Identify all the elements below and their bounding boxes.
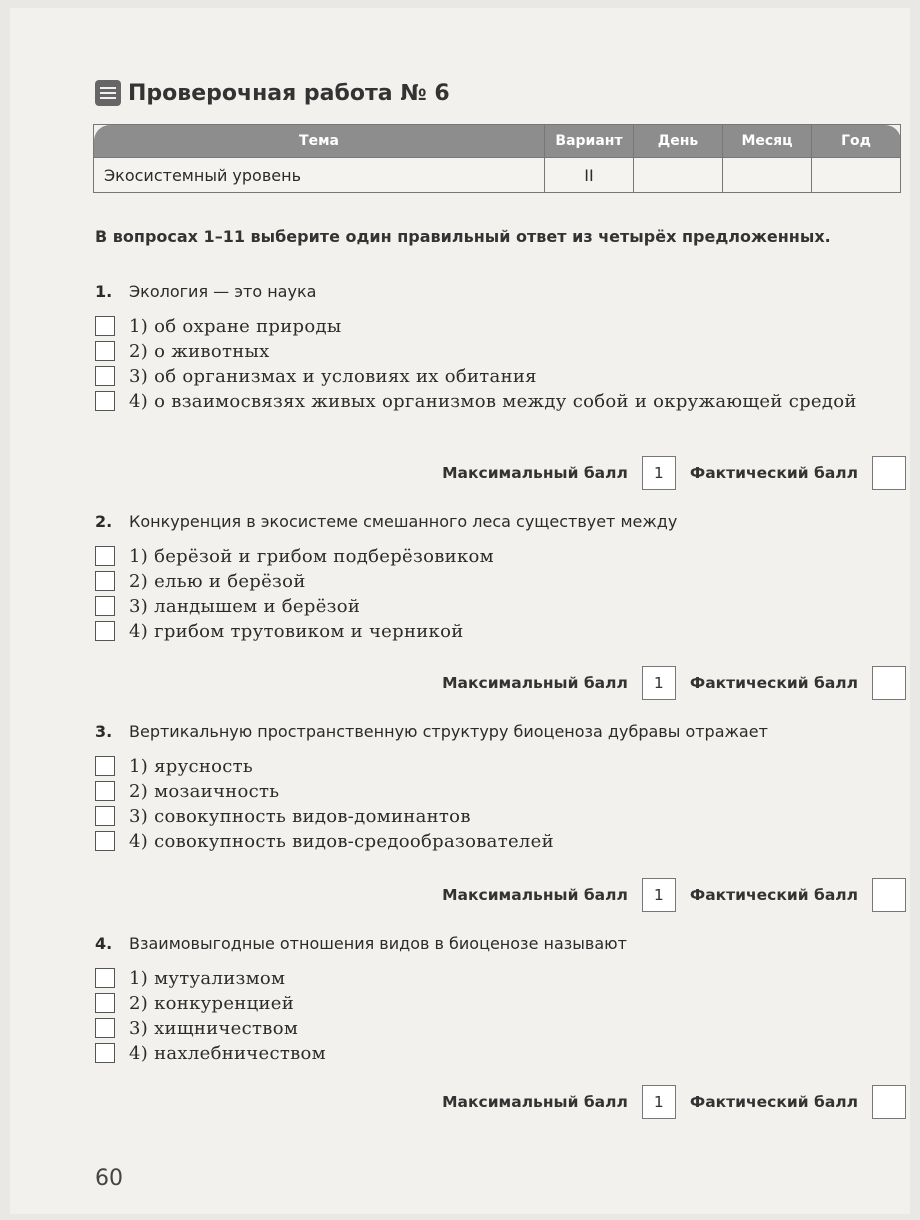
answer-option: 3) об организмах и условиях их обитания [95,364,905,389]
answer-checkbox[interactable] [95,993,115,1013]
answer-option: 2) о животных [95,339,905,364]
answer-checkbox[interactable] [95,316,115,336]
question-text: Взаимовыгодные отношения видов в биоценозе называют [129,934,627,953]
actual-score-box[interactable] [872,878,906,912]
question-number: 3. [95,722,113,741]
answer-checkbox[interactable] [95,571,115,591]
question-text: Вертикальную пространственную структуру биоценоза дубравы отражает [129,722,768,741]
max-score-value: 1 [642,666,676,700]
answer-option: 1) ярусность [95,754,905,779]
col-header-variant: Вариант [545,125,634,158]
score-row [442,1085,906,1119]
page-number: 60 [95,1166,123,1191]
instruction-text: В вопросах 1–11 выберите один правильный ответ из четырёх предложенных. [95,227,831,246]
answer-checkbox[interactable] [95,806,115,826]
answer-option: 3) хищничеством [95,1016,905,1041]
answer-checkbox[interactable] [95,546,115,566]
question-2 [95,512,905,644]
answer-checkbox[interactable] [95,341,115,361]
question-number: 4. [95,934,113,953]
answer-checkbox[interactable] [95,366,115,386]
actual-score-box[interactable] [872,456,906,490]
cell-variant: II [545,158,634,193]
score-row [442,666,906,700]
question-number: 1. [95,282,113,301]
cell-topic: Экосистемный уровень [94,158,545,193]
question-1 [95,282,905,414]
question-text: Конкуренция в экосистеме смешанного леса существует между [129,512,678,531]
answer-checkbox[interactable] [95,1018,115,1038]
answer-checkbox[interactable] [95,968,115,988]
cell-month[interactable] [723,158,812,193]
answer-option: 2) конкуренцией [95,991,905,1016]
answer-option: 1) об охране природы [95,314,905,339]
answer-checkbox[interactable] [95,391,115,411]
col-header-year: Год [812,125,901,158]
max-score-label: Максимальный балл [442,674,628,692]
max-score-value: 1 [642,1085,676,1119]
score-row [442,878,906,912]
question-3 [95,722,905,854]
list-icon [95,80,121,106]
page-title: Проверочная работа № 6 [128,80,450,106]
info-table [93,124,901,193]
answer-option: 1) мутуализмом [95,966,905,991]
page-header [95,80,450,106]
cell-day[interactable] [634,158,723,193]
answer-checkbox[interactable] [95,781,115,801]
score-row [442,456,906,490]
col-header-day: День [634,125,723,158]
answer-option: 2) мозаичность [95,779,905,804]
actual-score-label: Фактический балл [689,886,858,904]
answer-option: 4) о взаимосвязях живых организмов между собой и окружающей средой [95,389,905,414]
answer-option: 4) совокупность видов-средообразователей [95,829,905,854]
question-text: Экология — это наука [129,282,317,301]
answer-checkbox[interactable] [95,621,115,641]
question-number: 2. [95,512,113,531]
answer-option: 4) нахлебничеством [95,1041,905,1066]
max-score-value: 1 [642,878,676,912]
actual-score-box[interactable] [872,666,906,700]
col-header-topic: Тема [94,125,545,158]
cell-year[interactable] [812,158,901,193]
answer-option: 3) ландышем и берёзой [95,594,905,619]
actual-score-label: Фактический балл [689,464,858,482]
max-score-label: Максимальный балл [442,1093,628,1111]
actual-score-box[interactable] [872,1085,906,1119]
answer-checkbox[interactable] [95,756,115,776]
actual-score-label: Фактический балл [689,674,858,692]
answer-checkbox[interactable] [95,831,115,851]
actual-score-label: Фактический балл [689,1093,858,1111]
answer-option: 4) грибом трутовиком и черникой [95,619,905,644]
max-score-label: Максимальный балл [442,464,628,482]
answer-option: 1) берёзой и грибом подберёзовиком [95,544,905,569]
question-4 [95,934,905,1066]
answer-checkbox[interactable] [95,596,115,616]
col-header-month: Месяц [723,125,812,158]
max-score-label: Максимальный балл [442,886,628,904]
answer-checkbox[interactable] [95,1043,115,1063]
max-score-value: 1 [642,456,676,490]
answer-option: 3) совокупность видов-доминантов [95,804,905,829]
answer-option: 2) елью и берёзой [95,569,905,594]
